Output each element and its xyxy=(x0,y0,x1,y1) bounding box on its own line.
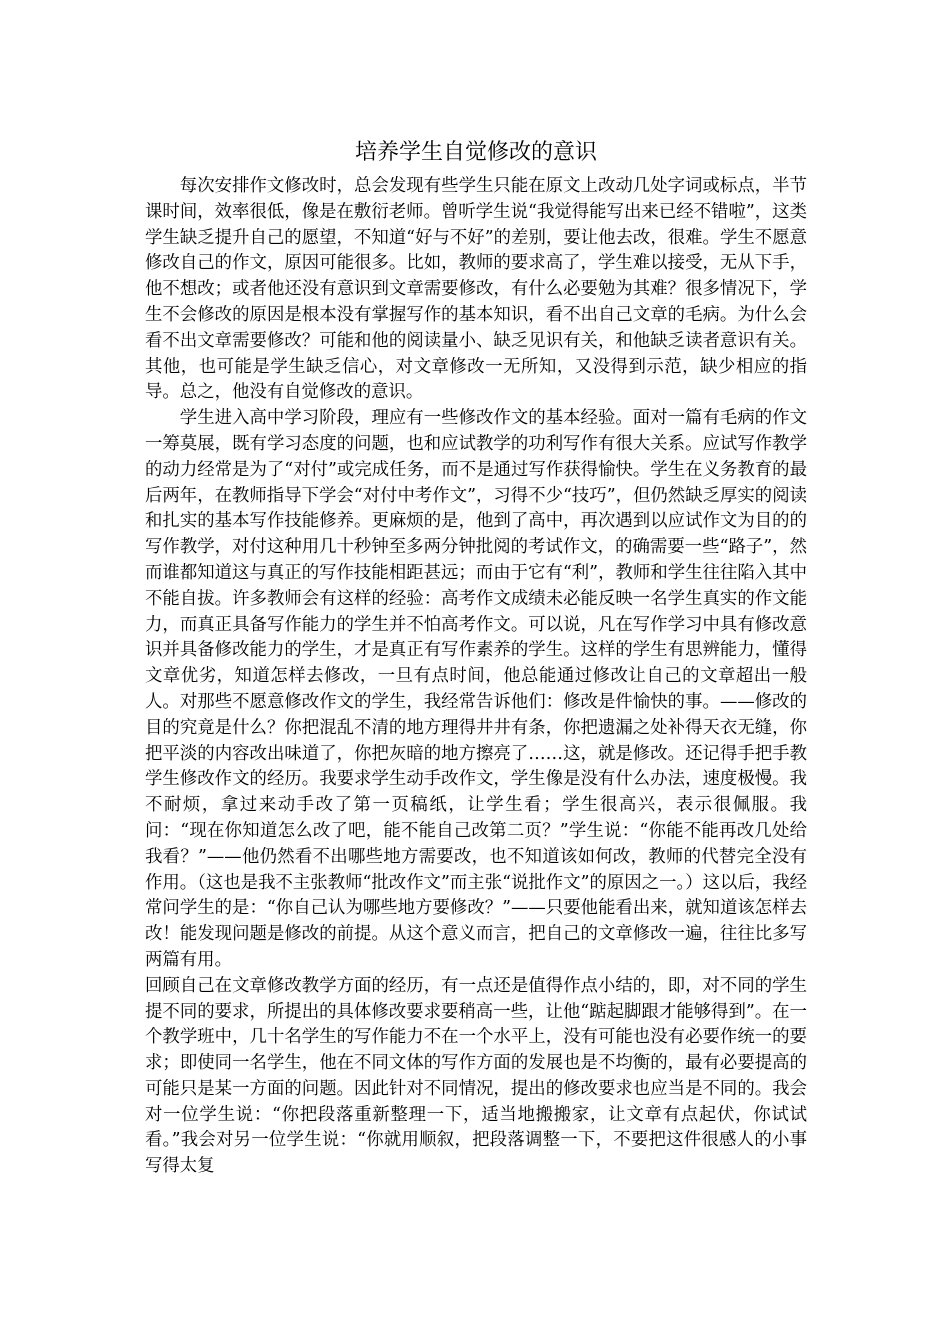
document-page xyxy=(145,138,807,1180)
document-title: 培养学生自觉修改的意识 xyxy=(354,140,597,165)
paragraph-2: 学生进入高中学习阶段，理应有一些修改作文的基本经验。面对一篇有毛病的作文一筹莫展，既有学习态度的问题，也和应试教学的功利写作有很大关系。应试写作教学的动力经常是为了“对付”或完成任务，而不是通过写作获得愉快。学生在义务教育的最后两年，在教师指导下学会“对付中考作文”，习得不少“技巧”，但仍然缺乏厚实的阅读和扎实的基本写作技能修养。更麻烦的是，他到了高中，再次遇到以应试作文为目的的写作教学，对付这种用几十秒钟至多两分钟批阅的考试作文，的确需要一些“路子”，然而谁都知道这与真正的写作技能相距甚远；而由于它有“利”，教师和学生往往陷入其中不能自拔。许多教师会有这样的经验：高考作文成绩未必能反映一名学生真实的作文能力，而真正具备写作能力的学生并不怕高考作文。可以说，凡在写作学习中具有修改意识并具备修改能力的学生，才是真正有写作素养的学生。这样的学生有思辨能力，懂得文章优劣，知道怎样去修改，一旦有点时间，他总能通过修改让自己的文章超出一般人。对那些不愿意修改作文的学生，我经常告诉他们：修改是件愉快的事。——修改的目的究竟是什么？你把混乱不清的地方理得井井有条，你把遗漏之处补得天衣无缝，你把平淡的内容改出味道了，你把灰暗的地方擦亮了……这，就是修改。还记得手把手教学生修改作文的经历。我要求学生动手改作文，学生像是没有什么办法，速度极慢。我不耐烦，拿过来动手改了第一页稿纸，让学生看；学生很高兴，表示很佩服。我问：“现在你知道怎么改了吧，能不能自己改第二页？”学生说：“你能不能再改几处给我看？”——他仍然看不出哪些地方需要改，也不知道该如何改，教师的代替完全没有作用。（这也是我不主张教师“批改作文”而主张“说批作文”的原因之一。）这以后，我经常问学生的是：“你自己认为哪些地方要修改？”——只要他能看出来，就知道该怎样去改！能发现问题是修改的前提。从这个意义而言，把自己的文章修改一遍，往往比多写两篇有用。 xyxy=(145,408,807,970)
paragraph-1: 每次安排作文修改时，总会发现有些学生只能在原文上改动几处字词或标点，半节课时间，效率很低，像是在敷衍老师。曾听学生说“我觉得能写出来已经不错啦”，这类学生缺乏提升自己的愿望，不知道“好与不好”的差别，要让他去改，很难。学生不愿意修改自己的作文，原因可能很多。比如，教师的要求高了，学生难以接受，无从下手，他不想改；或者他还没有意识到文章需要修改，有什么必要勉为其难？很多情况下，学生不会修改的原因是根本没有掌握写作的基本知识，看不出自己文章的毛病。为什么会看不出文章需要修改？可能和他的阅读量小、缺乏见识有关，和他缺乏读者意识有关。其他，也可能是学生缺乏信心，对文章修改一无所知，又没得到示范，缺少相应的指导。总之，他没有自觉修改的意识。 xyxy=(145,176,807,403)
paragraph-3: 回顾自己在文章修改教学方面的经历，有一点还是值得作点小结的，即，对不同的学生提不同的要求，所提出的具体修改要求要稍高一些，让他“踮起脚跟才能够得到”。在一个教学班中，几十名学生的写作能力不在一个水平上，没有可能也没有必要作统一的要求；即使同一名学生，他在不同文体的写作方面的发展也是不均衡的，最有必要提高的可能只是某一方面的问题。因此针对不同情况，提出的修改要求也应当是不同的。我会对一位学生说：“你把段落重新整理一下，适当地搬搬家，让文章有点起伏，你试试看。”我会对另一位学生说：“你就用顺叙，把段落调整一下，不要把这件很感人的小事写得太复 xyxy=(145,975,807,1177)
